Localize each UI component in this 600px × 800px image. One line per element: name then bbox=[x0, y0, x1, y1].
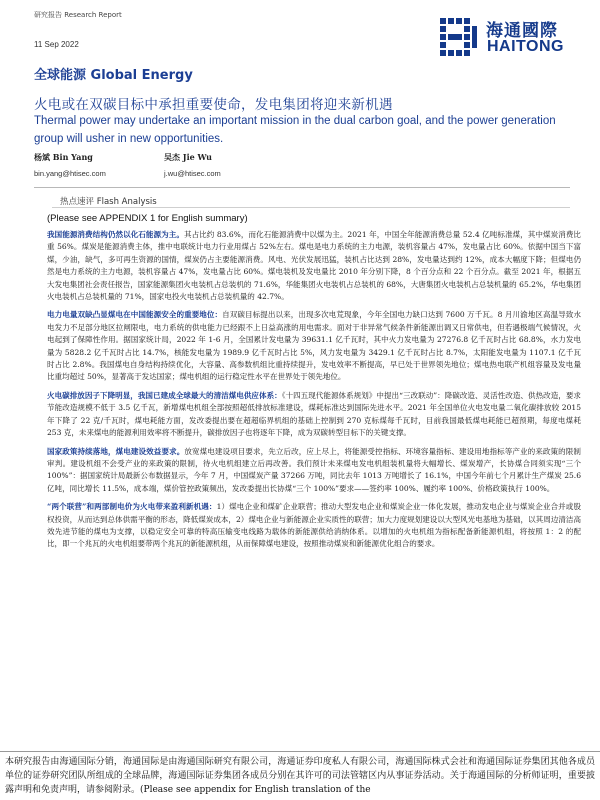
author-block bbox=[34, 152, 106, 178]
paragraph-lead: 电力电量双缺凸显煤电在中国能源安全的重要地位： bbox=[47, 310, 223, 320]
paragraph-text: 1）煤电企业和煤矿企业联营；推动大型发电企业和煤炭企业一体化发展，推动发电企业与煤炭企业合并或股权投资，从而达到总体供需平衡的形态，降低煤炭成本，2）煤电企业与新能源企业实质性的联营；加大力度规划建设以大型风光电基地为基础，以其周边清洁高效先进节能的煤电为支撑，以稳定安全可靠的特高压输变电线路为载体的新能源供给消纳体系。以增加的火电机组为指标配备新能源机组，将按照 1：2 的配比，即一个兆瓦的火电机组要带两个兆瓦的新能源机组，从而保障煤电建设，按照推动煤炭和新能源优化组合的要求。 bbox=[47, 502, 581, 549]
header-divider bbox=[34, 187, 570, 188]
paragraph-lead: 我国能源消费结构仍然以化石能源为主。 bbox=[47, 230, 184, 239]
paragraph-text: 其占比约 83.6%，而化石能源消费中以煤为主。2021 年，中国全年能源消费总量 52.4 亿吨标准煤，其中煤炭消费比重 56%。煤炭是能源消费主体，推中电联统计电力行业用煤占 52%左右。煤电是电力系统的主力电源，装机容量占 47%，发电量占比 60%。依据中国当下富煤，少油，缺气，多可再生资源的国情，煤炭仍占主要能源消费。风电、光伏发展迅猛，装机占比达到 28%，发电量达到约 12%，成本大幅度下降；但煤电仍然是电力系统的主力电源，装机容量占 47%，发电量占比 60%。煤电装机及发电量比 2010 年分别下降，8 个百分点和 22 个百分点。截至 2021 年，根据五大发电集团社会责任报告，国家能源集团火电装机占总装机的 71.6%，华能集团火电装机占总装机的 68%，大唐集团火电装机占总装机量的 65.2%，华电集团火电装机占总装机量的 71%，国家电投火电装机占总装机量的 42.7%。 bbox=[47, 230, 581, 302]
haitong-logo bbox=[436, 14, 570, 60]
report-date: 11 Sep 2022 bbox=[34, 40, 79, 49]
logo-text-en: HAITONG bbox=[487, 38, 564, 55]
author-block bbox=[164, 152, 221, 178]
author-name: 吴杰 Jie Wu bbox=[164, 152, 212, 162]
footer-divider bbox=[0, 751, 600, 752]
report-title-en: Thermal power may undertake an important mission in the dual carbon goal, and the power generation group will usher in new opportunities. bbox=[34, 115, 556, 145]
report-header bbox=[34, 10, 122, 20]
paragraph-lead: “两个联营”和两部制电价为火电带来盈利新机遇： bbox=[47, 502, 217, 512]
author-email[interactable]: bin.yang@htisec.com bbox=[34, 169, 106, 178]
author-name: 杨斌 Bin Yang bbox=[34, 152, 93, 162]
logo-text-cn: 海通國際 bbox=[486, 21, 558, 41]
haitong-logo-icon bbox=[436, 14, 480, 60]
body-paragraph bbox=[47, 309, 581, 383]
body-paragraph bbox=[47, 229, 581, 303]
paragraph-text: 《十四五现代能源体系规划》中提出“三改联动”：降碳改造、灵活性改造、供热改造，要求节能改造规模不低于 3.5 亿千瓦，新增煤电机组全部按照超低排放标准建设，煤耗标准达到国际先进水平。2021 年全国单位火电发电量二氧化碳排放较 2015 年下降了 22 克/千瓦时，煤电耗能方面，发改委提出要在超超临界机组的基础上控制到 270 克标煤每千瓦时，目前我国最低煤电耗能已超预期，每度电煤耗 253 克，未来煤电的能源利用效率将不断提升，碳排放因子也将逐年下降，成为双碳转型目标下的关键支撑。 bbox=[47, 390, 581, 438]
paragraph-text: 放宽煤电建设项目要求，先立后改，应上尽上，将能源受控指标、环境容量指标、建设用地指标等产业的来政策的限制审判。建设机组不会受产业的来政策的限制，待火电机组建立后再改善。我们预计未来煤电发电机组装机量将大幅增长、煤炭增产，长协煤合同须实现“三个 100%”：据国家统计局最新公布数据显示，今年 7 月，中国煤炭产量 37266 万吨，同比去年 1013 万吨增长了 16.1%，中国今年前七个月累计生产煤炭 25.6 亿吨，同比增长 11.5%，成本端，煤价管控政策频出，发改委提出长协煤“三个 100%”要求——签约率 100%、履约率 100%、价格政策执行 100%。 bbox=[47, 446, 581, 493]
footer-disclaimer: 本研究报告由海通国际分销，海通国际是由海通国际研究有限公司，海通证券印度私人有限公司，海通国际株式会社和海通国际证券集团其他各成员单位的证券研究团队所组成的全球品牌，海通国际证券集团各成员分别在其许可的司法管辖区内从事证券活动。关于海通国际的分析师证明，重要披露声明和免责声明，请参阅附录。(Please see appendix for English translation of the bbox=[5, 757, 595, 795]
body-paragraph bbox=[47, 446, 581, 496]
paragraph-lead: 火电碳排放因子下降明显，我国已建成全球最大的清洁煤电供应体系： bbox=[47, 390, 282, 400]
paragraph-lead: 国家政策持续落地，煤电建设效益要求。 bbox=[47, 446, 185, 456]
section-title: 全球能源 Global Energy bbox=[34, 68, 193, 83]
flash-analysis-label: 热点速评 Flash Analysis bbox=[60, 197, 157, 207]
author-email[interactable]: j.wu@htisec.com bbox=[164, 169, 221, 178]
body-paragraph bbox=[47, 501, 581, 551]
paragraph-text: 自双碳目标提出以来，出现多次电荒现象，今年全国电力缺口达到 7600 万千瓦。8 月川渝地区高温导致水电发力不足部分地区拉闸限电，电力系统的供电能力已经跟不上日益高涨的用电需求。面对于非异常气候条件新能源出调又日常供电，但若遇极端气候情况，火电起到了保障性作用。据国家统计局，2022 年 1-6 月，全国累计发电量为 39631.1 亿千瓦时，其中火力发电量为 27276.8 亿千瓦时占比 68.8%，水力发电量为 5828.2 亿千瓦时占比 14.7%，核能发电量为 1989.9 亿千瓦时占比 5%，风力发电量为 3429.1 亿千瓦时占比 8.7%，太阳能发电量为 1107.1 亿千瓦时占比 2.8%。我国煤电自身结构持续优化，大容量、高参数机组比重持续提升，发电效率不断提高，早已处于世界领先地位；煤电热电联产机组容量及发电量比重均超过 50%，显著高于发达国家；煤电机组的运行稳定性水平在世界处于领先地位。 bbox=[47, 310, 581, 382]
flash-divider bbox=[52, 207, 570, 208]
body-paragraph bbox=[47, 390, 581, 440]
report-title-cn: 火电或在双碳目标中承担重要使命，发电集团将迎来新机遇 bbox=[34, 97, 393, 113]
appendix-note: (Please see APPENDIX 1 for English summary) bbox=[47, 213, 248, 224]
report-body bbox=[47, 229, 581, 557]
report-type: 研究报告 Research Report bbox=[34, 11, 122, 19]
